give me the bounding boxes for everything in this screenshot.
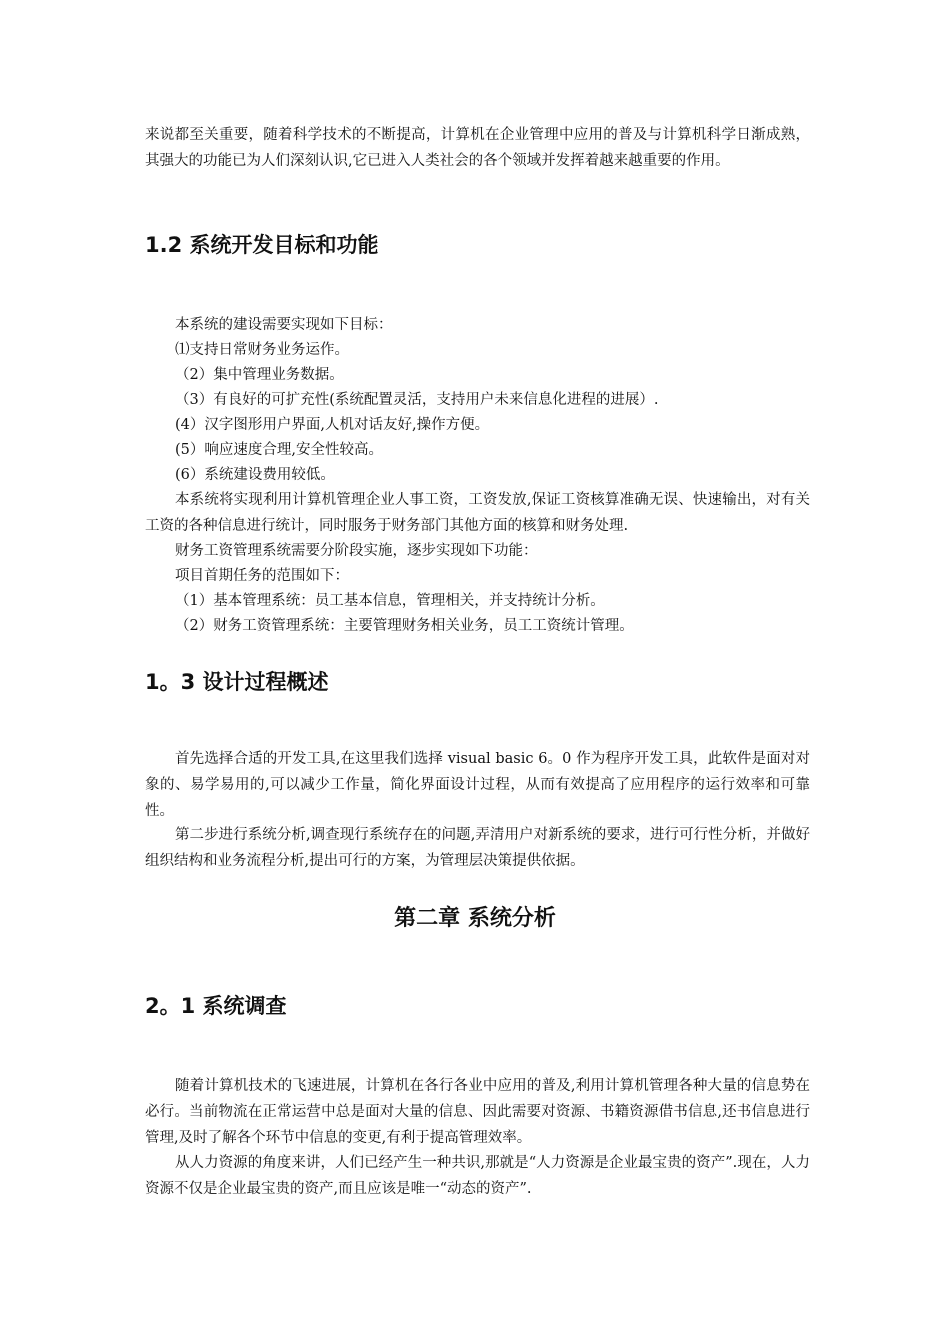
survey-paragraph-1: 随着计算机技术的飞速进展，计算机在各行各业中应用的普及,利用计算机管理各种大量的信息势在必行。当前物流在正常运营中总是面对大量的信息、因此需要对资源、书籍资源借书信息,还书信息进行管理,及时了解各个环节中信息的变更,有利于提高管理效率。	[145, 1078, 810, 1146]
goal-item-6: (6）系统建设费用较低。	[175, 467, 335, 483]
section-heading-2-1: 2。1 系统调查	[145, 994, 287, 1018]
scope-line: 项目首期任务的范围如下：	[175, 568, 349, 584]
system-paragraph: 本系统将实现利用计算机管理企业人事工资，工资发放,保证工资核算准确无误、快速输出，对有关工资的各种信息进行统计，同时服务于财务部门其他方面的核算和财务处理.	[145, 492, 810, 534]
goals-lead: 本系统的建设需要实现如下目标：	[175, 317, 393, 333]
section-heading-1-3: 1。3 设计过程概述	[145, 670, 329, 694]
intro-paragraph: 来说都至关重要，随着科学技术的不断提高，计算机在企业管理中应用的普及与计算机科学日渐成熟，其强大的功能已为人们深刻认识,它已进入人类社会的各个领域并发挥着越来越重要的作用。	[145, 127, 810, 169]
scope-item-2: （2）财务工资管理系统：主要管理财务相关业务，员工工资统计管理。	[175, 618, 634, 634]
section-heading-1-2: 1.2 系统开发目标和功能	[145, 233, 379, 257]
phase-line: 财务工资管理系统需要分阶段实施，逐步实现如下功能：	[175, 543, 538, 559]
scope-item-1: （1）基本管理系统：员工基本信息，管理相关，并支持统计分析。	[175, 593, 605, 609]
goal-item-2: （2）集中管理业务数据。	[175, 367, 344, 383]
design-paragraph-1: 首先选择合适的开发工具,在这里我们选择 visual basic 6。0 作为程序开发工具，此软件是面对对象的、易学易用的,可以减少工作量，简化界面设计过程，从而有效提高了应用程序的运行效率和可靠性。	[145, 751, 810, 819]
goal-item-1: ⑴支持日常财务业务运作。	[175, 342, 349, 358]
goal-item-4: (4）汉字图形用户界面,人机对话友好,操作方便。	[175, 417, 490, 433]
survey-paragraph-2: 从人力资源的角度来讲，人们已经产生一种共识,那就是“人力资源是企业最宝贵的资产”.现在，人力资源不仅是企业最宝贵的资产,而且应该是唯一“动态的资产”.	[145, 1155, 810, 1197]
chapter-title: 第二章 系统分析	[394, 906, 556, 931]
goal-item-3: （3）有良好的可扩充性(系统配置灵活，支持用户未来信息化进程的进展）.	[175, 392, 659, 408]
goal-item-5: (5）响应速度合理,安全性较高。	[175, 442, 383, 458]
design-paragraph-2: 第二步进行系统分析,调查现行系统存在的问题,弄清用户对新系统的要求，进行可行性分析，并做好组织结构和业务流程分析,提出可行的方案，为管理层决策提供依据。	[145, 827, 810, 869]
